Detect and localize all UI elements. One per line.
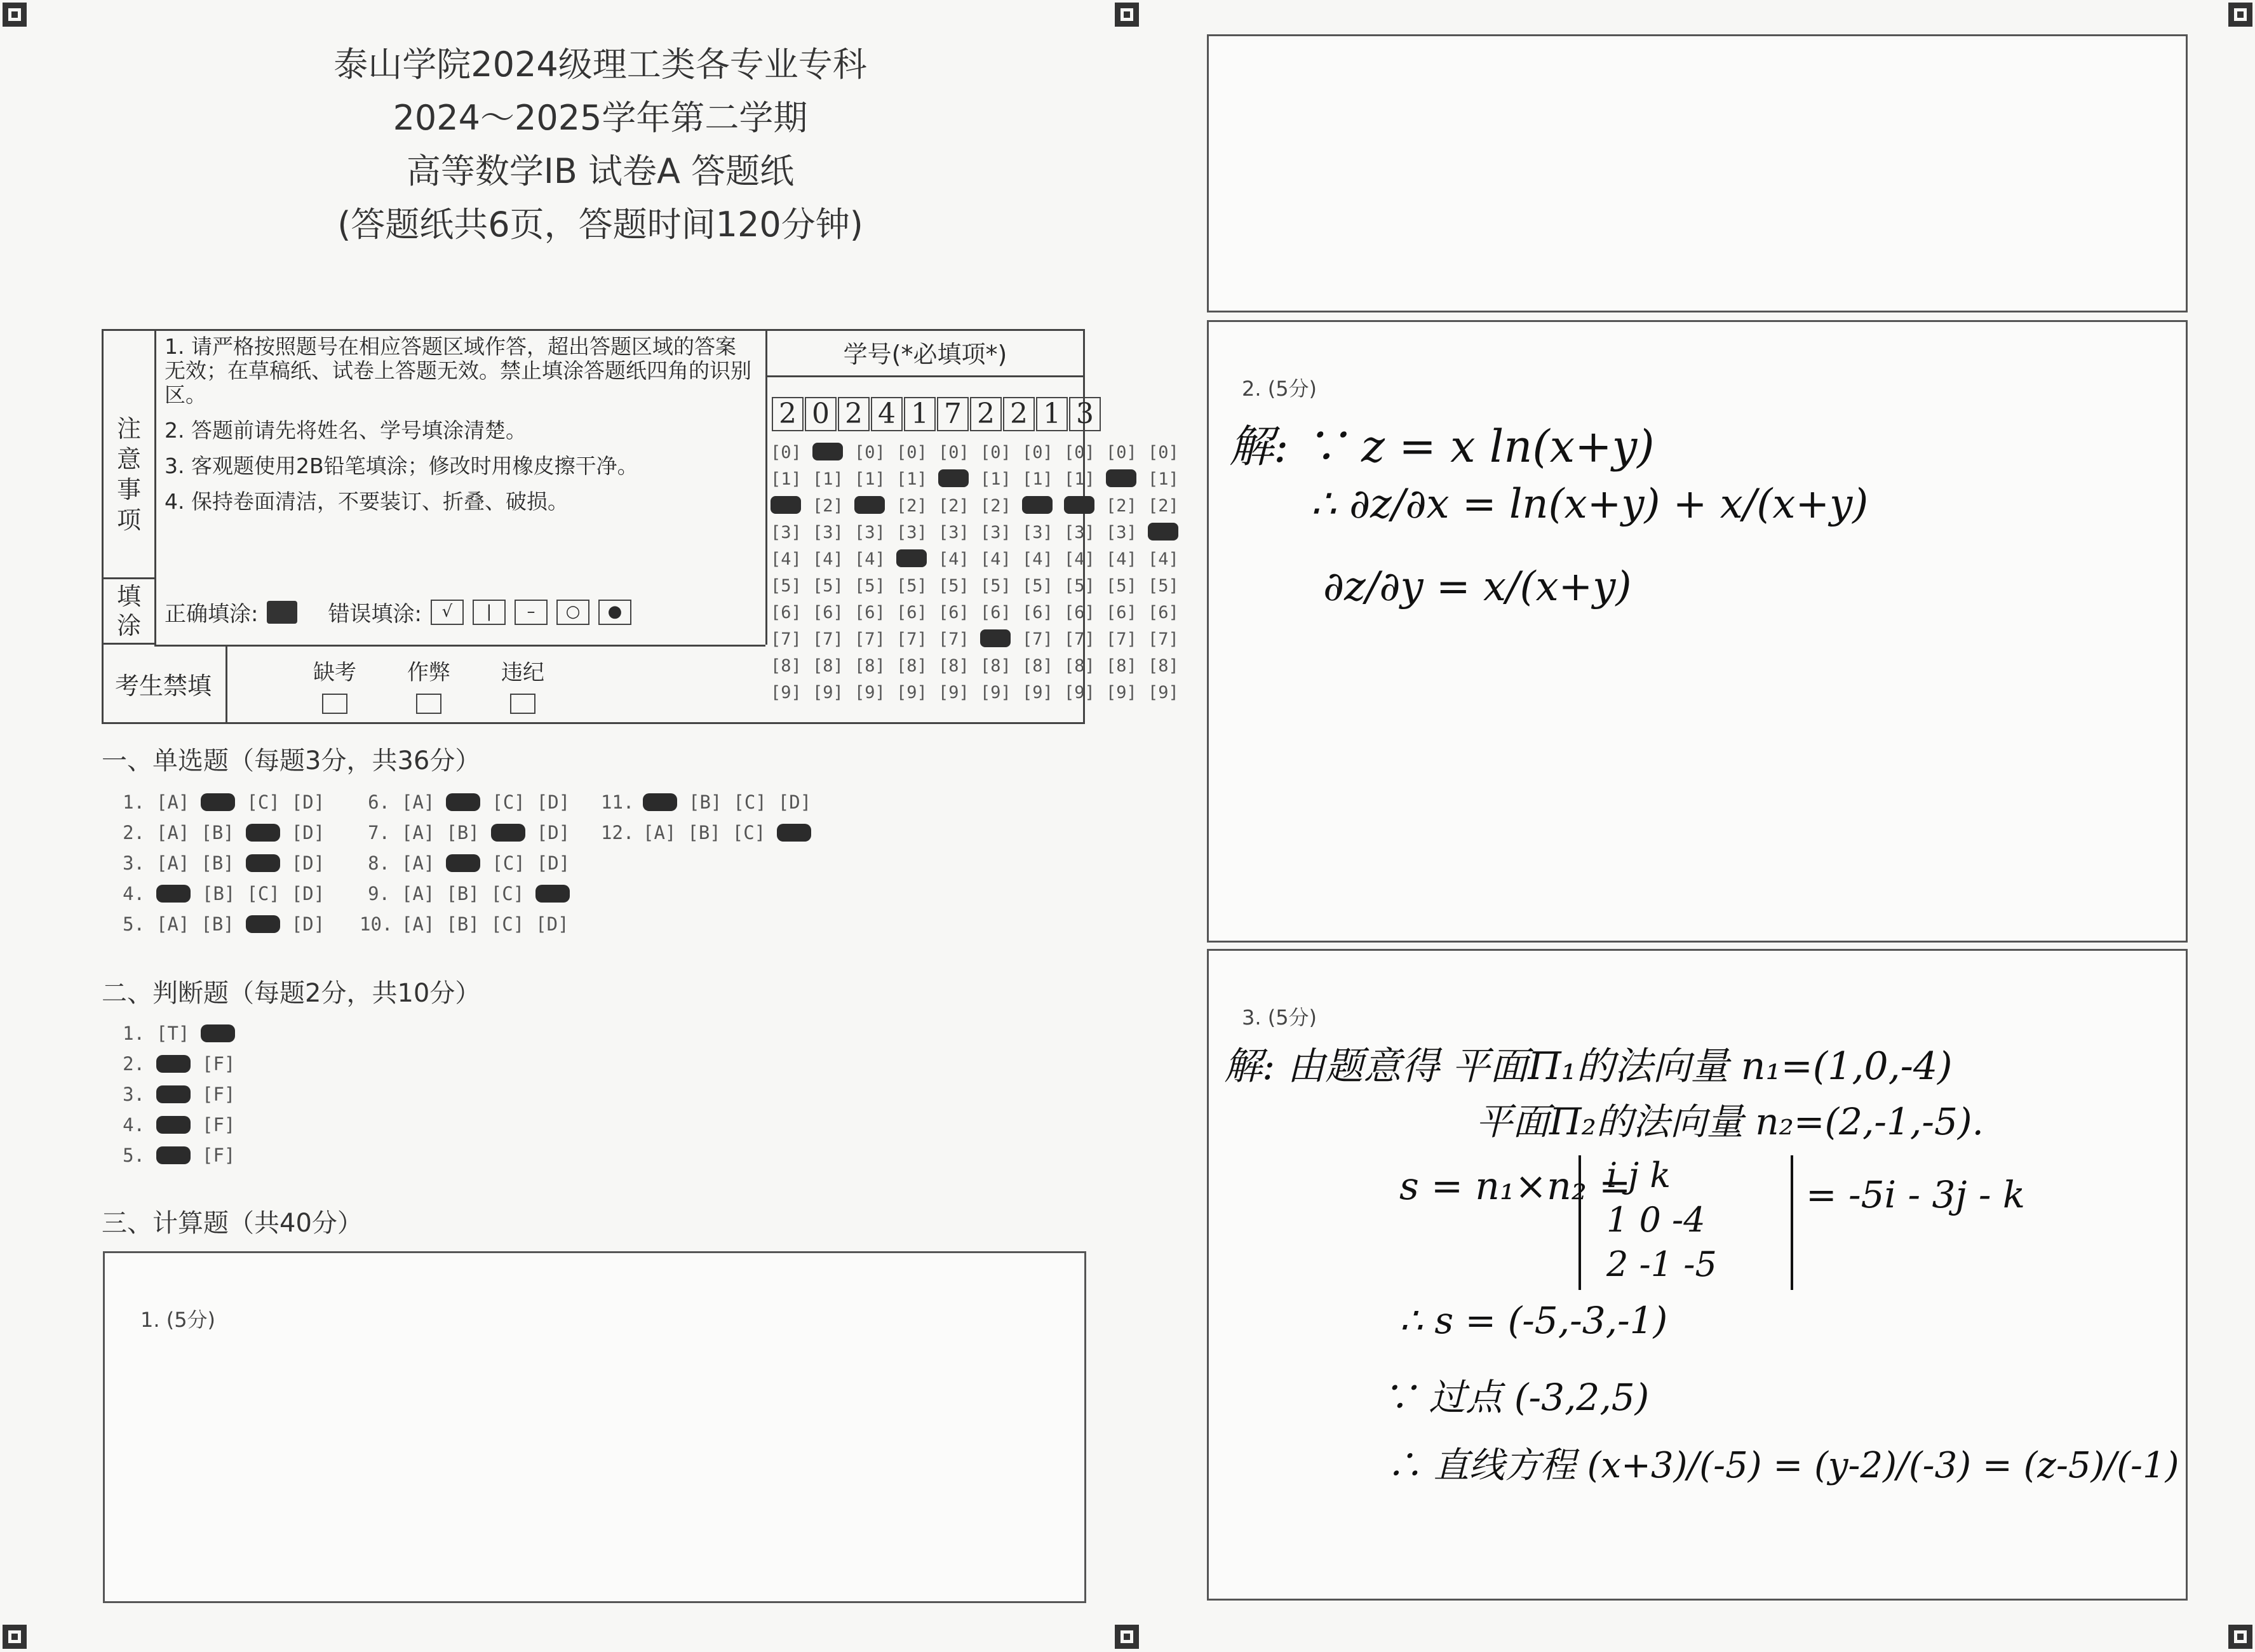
answer-q3-label: 3. (5分) <box>1242 1005 1317 1030</box>
option-bubble[interactable]: [B] <box>689 791 722 813</box>
bubble-filled[interactable] <box>771 496 812 516</box>
corner-marker-top-left <box>3 3 27 27</box>
corner-marker-top-right <box>2228 3 2252 27</box>
bubble-filled[interactable] <box>1022 496 1064 516</box>
single-choice-question <box>114 913 325 935</box>
bubble[interactable]: [1] <box>1148 469 1179 489</box>
bubble[interactable]: [3] <box>1022 522 1053 542</box>
student-id-digit: 7 <box>937 397 969 431</box>
student-id-digit: 3 <box>1069 397 1101 431</box>
question-number: 5. <box>123 1145 145 1166</box>
option-bubble-filled[interactable] <box>446 854 480 872</box>
option-bubble[interactable]: [D] <box>291 822 325 843</box>
bubble[interactable]: [6] <box>896 602 927 622</box>
option-bubble[interactable]: [C] <box>246 791 280 813</box>
bubble-filled[interactable] <box>1148 523 1190 542</box>
bubble[interactable]: [5] <box>1064 575 1095 596</box>
q3-line-cross-result: = -5i - 3j - k <box>1806 1173 2026 1216</box>
option-bubble[interactable]: [A] <box>401 822 435 843</box>
option-bubble[interactable]: [F] <box>202 1145 236 1166</box>
corner-marker-bottom-middle <box>1115 1625 1139 1649</box>
option-bubble[interactable]: [A] <box>643 822 676 843</box>
bubble-filled[interactable] <box>812 443 854 462</box>
option-bubble[interactable]: [D] <box>536 822 570 843</box>
bubble[interactable]: [9] <box>1064 682 1095 702</box>
option-bubble-filled[interactable] <box>156 1085 191 1103</box>
question-number: 3. <box>123 852 145 874</box>
option-bubble-filled[interactable] <box>156 885 191 903</box>
header-line-3: 高等数学IB 试卷A 答题纸 <box>406 151 795 191</box>
bubble[interactable]: [7] <box>771 629 802 649</box>
bubble[interactable]: [0] <box>980 442 1011 462</box>
option-bubble[interactable]: [D] <box>291 852 325 874</box>
corner-marker-bottom-left <box>3 1625 27 1649</box>
header-line-4: (答题纸共6页，答题时间120分钟) <box>337 205 863 245</box>
answer-box-continued[interactable] <box>1207 34 2188 312</box>
q3-line-s: ∴ s = (-5,-3,-1) <box>1399 1299 1668 1342</box>
forbidden-cheat-label: 作弊 <box>407 660 450 685</box>
bubble[interactable]: [4] <box>1148 549 1179 569</box>
question-number: 1. <box>123 1023 145 1044</box>
q3-line-3: s = n₁×n₂ = <box>1399 1164 1631 1209</box>
q3-det-row-3: 2 -1 -5 <box>1606 1244 1717 1284</box>
bubble[interactable]: [1] <box>854 469 885 489</box>
bubble[interactable]: [4] <box>854 549 885 569</box>
answer-box-q1[interactable] <box>103 1251 1086 1603</box>
corner-marker-bottom-right <box>2228 1625 2252 1649</box>
question-number: 2. <box>123 822 145 843</box>
bubble-filled[interactable] <box>1106 469 1148 489</box>
bubble[interactable]: [1] <box>896 469 927 489</box>
bubble-row <box>771 679 1190 706</box>
true-false-title: 二、判断题（每题2分，共10分） <box>102 979 481 1008</box>
bubble[interactable]: [4] <box>1106 549 1137 569</box>
bubble[interactable]: [5] <box>1148 575 1179 596</box>
option-bubble-filled[interactable] <box>156 1116 191 1134</box>
q3-det-row-2: 1 0 -4 <box>1606 1200 1706 1240</box>
forbidden-cheat-checkbox[interactable] <box>416 694 441 714</box>
forbidden-items <box>313 655 544 714</box>
wrong-fill-dot: ● <box>598 600 631 625</box>
bubble[interactable]: [5] <box>938 575 969 596</box>
option-bubble[interactable]: [A] <box>156 852 190 874</box>
option-bubble[interactable]: [D] <box>777 791 812 813</box>
student-id-bubble-grid <box>771 439 1190 706</box>
single-choice-question <box>114 791 325 813</box>
bubble-filled[interactable] <box>938 469 980 489</box>
bubble[interactable]: [2] <box>812 495 844 516</box>
bubble[interactable]: [9] <box>1022 682 1053 702</box>
option-bubble[interactable]: [F] <box>202 1114 236 1136</box>
calculation-title: 三、计算题（共40分） <box>102 1209 363 1238</box>
single-choice-question <box>360 852 570 874</box>
q3-determinant <box>1578 1155 1793 1290</box>
bubble[interactable]: [7] <box>938 629 969 649</box>
question-number: 1. <box>123 791 145 813</box>
question-number: 4. <box>123 1114 145 1136</box>
bubble-row <box>771 519 1190 546</box>
bubble[interactable]: [9] <box>812 682 844 702</box>
bubble[interactable]: [2] <box>980 495 1011 516</box>
option-bubble[interactable]: [D] <box>536 791 570 813</box>
bubble[interactable]: [6] <box>812 602 844 622</box>
bubble[interactable]: [0] <box>1064 442 1095 462</box>
question-number: 4. <box>123 883 145 904</box>
bubble-row <box>771 572 1190 599</box>
bubble[interactable]: [9] <box>854 682 885 702</box>
bubble[interactable]: [6] <box>1022 602 1053 622</box>
option-bubble[interactable]: [D] <box>536 852 570 874</box>
forbidden-violation-checkbox[interactable] <box>510 694 535 714</box>
option-bubble[interactable]: [B] <box>201 822 234 843</box>
student-id-digit: 2 <box>1003 397 1035 431</box>
option-bubble[interactable]: [A] <box>401 852 435 874</box>
question-number: 10. <box>360 913 393 935</box>
question-number: 7. <box>368 822 390 843</box>
info-box <box>102 329 1179 724</box>
bubble[interactable]: [0] <box>1106 442 1137 462</box>
single-choice-question <box>114 852 325 874</box>
option-bubble[interactable]: [A] <box>156 822 190 843</box>
true-false-question <box>114 1053 235 1075</box>
option-bubble[interactable]: [C] <box>490 913 525 935</box>
forbidden-absent-checkbox[interactable] <box>322 694 347 714</box>
bubble[interactable]: [2] <box>896 495 927 516</box>
option-bubble-filled[interactable] <box>777 824 811 842</box>
wrong-fill-label: 错误填涂: <box>328 601 422 627</box>
forbidden-absent <box>313 655 356 714</box>
question-number: 11. <box>601 791 635 813</box>
question-number: 9. <box>368 883 390 904</box>
option-bubble[interactable]: [D] <box>291 791 325 813</box>
bubble-row <box>771 492 1190 519</box>
bubble[interactable]: [5] <box>896 575 927 596</box>
bubble[interactable]: [6] <box>1148 602 1179 622</box>
fill-example-row <box>165 596 631 628</box>
answer-box-q3[interactable] <box>1207 949 2188 1601</box>
divider <box>765 331 767 645</box>
q2-line-2: ∴ ∂z/∂x = ln(x+y) + x/(x+y) <box>1310 481 1869 528</box>
notice-item: 4. 保持卷面清洁，不要装订、折叠、破损。 <box>165 489 569 514</box>
bubble[interactable]: [6] <box>854 602 885 622</box>
bubble[interactable]: [7] <box>1064 629 1095 649</box>
single-choice-question <box>360 791 570 813</box>
corner-marker-top-middle <box>1115 3 1139 27</box>
bubble[interactable]: [6] <box>771 602 802 622</box>
correct-fill-sample <box>267 601 297 624</box>
option-bubble[interactable]: [A] <box>156 913 190 935</box>
forbidden-absent-label: 缺考 <box>313 660 356 685</box>
bubble[interactable]: [6] <box>938 602 969 622</box>
bubble[interactable]: [5] <box>771 575 802 596</box>
bubble[interactable]: [4] <box>812 549 844 569</box>
bubble[interactable]: [2] <box>938 495 969 516</box>
option-bubble[interactable]: [D] <box>535 913 569 935</box>
bubble-filled[interactable] <box>896 549 938 569</box>
single-choice-question <box>601 822 811 843</box>
bubble[interactable]: [8] <box>1022 655 1053 676</box>
bubble-row <box>771 466 1190 492</box>
bubble[interactable]: [3] <box>896 522 927 542</box>
bubble[interactable]: [8] <box>1064 655 1095 676</box>
q3-line-equation: ∴ 直线方程 (x+3)/(-5) = (y-2)/(-3) = (z-5)/(-1) <box>1387 1445 2179 1486</box>
bubble[interactable]: [6] <box>1106 602 1137 622</box>
option-bubble[interactable]: [B] <box>446 822 480 843</box>
divider <box>226 645 227 722</box>
student-id-digit: 4 <box>871 397 903 431</box>
bubble[interactable]: [9] <box>938 682 969 702</box>
bubble[interactable]: [5] <box>812 575 844 596</box>
bubble[interactable]: [8] <box>980 655 1011 676</box>
option-bubble[interactable]: [B] <box>201 913 234 935</box>
option-bubble[interactable]: [B] <box>201 852 234 874</box>
q2-line-1: 解: ∵ z = x ln(x+y) <box>1229 420 1655 473</box>
q3-line-1: 解: 由题意得 平面Π₁的法向量 n₁=(1,0,-4) <box>1224 1044 1953 1089</box>
option-bubble[interactable]: [F] <box>202 1084 236 1105</box>
student-id-digit: 1 <box>1036 397 1068 431</box>
question-number: 2. <box>123 1053 145 1075</box>
bubble[interactable]: [8] <box>812 655 844 676</box>
option-bubble[interactable]: [C] <box>490 883 525 904</box>
notice-title: 注意事项 <box>116 415 141 534</box>
bubble[interactable]: [2] <box>1106 495 1137 516</box>
bubble[interactable]: [9] <box>980 682 1011 702</box>
q2-line-3: ∂z/∂y = x/(x+y) <box>1323 563 1632 610</box>
option-bubble[interactable]: [D] <box>291 913 325 935</box>
bubble[interactable]: [7] <box>1148 629 1179 649</box>
wrong-fill-bar: | <box>473 600 506 625</box>
bubble[interactable]: [1] <box>1022 469 1053 489</box>
bubble[interactable]: [9] <box>1106 682 1137 702</box>
single-choice-question <box>360 913 569 935</box>
bubble[interactable]: [1] <box>812 469 844 489</box>
wrong-fill-circle: ○ <box>556 600 589 625</box>
notice-item: 2. 答题前请先将姓名、学号填涂清楚。 <box>165 418 527 443</box>
bubble[interactable]: [4] <box>938 549 969 569</box>
option-bubble-filled[interactable] <box>643 793 677 811</box>
option-bubble-filled[interactable] <box>446 793 480 811</box>
single-choice-question <box>360 883 570 904</box>
bubble[interactable]: [2] <box>1148 495 1179 516</box>
single-choice-question <box>114 883 325 904</box>
student-id-title: 学号(*必填项*) <box>843 340 1007 368</box>
single-choice-question <box>114 822 325 843</box>
correct-fill-label: 正确填涂: <box>165 601 259 627</box>
bubble[interactable]: [0] <box>1148 442 1179 462</box>
bubble[interactable]: [3] <box>938 522 969 542</box>
answer-q1-label: 1. (5分) <box>140 1308 216 1332</box>
bubble-row <box>771 439 1190 466</box>
option-bubble-filled[interactable] <box>156 1055 191 1073</box>
forbidden-cheat <box>407 655 450 714</box>
option-bubble[interactable]: [C] <box>732 822 766 843</box>
header-line-1: 泰山学院2024级理工类各专业专科 <box>333 44 867 84</box>
option-bubble[interactable]: [D] <box>291 883 325 904</box>
option-bubble[interactable]: [B] <box>446 913 480 935</box>
bubble-filled[interactable] <box>980 629 1022 649</box>
bubble[interactable]: [8] <box>938 655 969 676</box>
question-number: 3. <box>123 1084 145 1105</box>
answer-box-q2[interactable] <box>1207 320 2188 943</box>
option-bubble[interactable]: [F] <box>202 1053 236 1075</box>
header-line-2: 2024～2025学年第二学期 <box>393 98 808 138</box>
bubble[interactable]: [1] <box>1064 469 1095 489</box>
bubble[interactable]: [7] <box>854 629 885 649</box>
fill-column <box>104 579 156 645</box>
bubble[interactable]: [7] <box>896 629 927 649</box>
bubble[interactable]: [3] <box>1106 522 1137 542</box>
bubble-filled[interactable] <box>1064 496 1106 516</box>
bubble-filled[interactable] <box>854 496 896 516</box>
option-bubble[interactable]: [B] <box>446 883 480 904</box>
option-bubble[interactable]: [A] <box>156 791 190 813</box>
notice-item: 1. 请严格按照题号在相应答题区域作答，超出答题区域的答案无效；在草稿纸、试卷上答题无效。禁止填涂答题纸四角的识别区。 <box>165 334 751 407</box>
student-id-digits <box>772 397 1102 431</box>
divider <box>767 375 1083 377</box>
bubble-row <box>771 599 1190 626</box>
bubble[interactable]: [6] <box>980 602 1011 622</box>
bubble[interactable]: [8] <box>896 655 927 676</box>
bubble-row <box>771 626 1190 652</box>
bubble[interactable]: [7] <box>812 629 844 649</box>
bubble[interactable]: [9] <box>896 682 927 702</box>
bubble[interactable]: [7] <box>1106 629 1137 649</box>
fill-title: 填涂 <box>116 582 141 640</box>
bubble[interactable]: [6] <box>1064 602 1095 622</box>
option-bubble-filled[interactable] <box>201 793 235 811</box>
option-bubble[interactable]: [C] <box>492 791 525 813</box>
bubble[interactable]: [0] <box>1022 442 1053 462</box>
option-bubble-filled[interactable] <box>156 1146 191 1164</box>
student-id-digit: 2 <box>772 397 804 431</box>
bubble[interactable]: [8] <box>771 655 802 676</box>
true-false-question <box>114 1145 235 1166</box>
question-number: 5. <box>123 913 145 935</box>
q3-det-row-1: i j k <box>1606 1155 1671 1195</box>
question-number: 6. <box>368 791 390 813</box>
option-bubble-filled[interactable] <box>246 915 280 933</box>
option-bubble-filled[interactable] <box>535 885 570 903</box>
single-choice-question <box>601 791 811 813</box>
forbidden-violation-label: 违纪 <box>501 660 544 685</box>
bubble[interactable]: [4] <box>771 549 802 569</box>
bubble[interactable]: [1] <box>980 469 1011 489</box>
option-bubble[interactable]: [C] <box>492 852 525 874</box>
bubble[interactable]: [0] <box>771 442 802 462</box>
single-choice-question <box>360 822 570 843</box>
question-number: 8. <box>368 852 390 874</box>
bubble[interactable]: [0] <box>854 442 885 462</box>
bubble[interactable]: [3] <box>771 522 802 542</box>
bubble[interactable]: [5] <box>1106 575 1137 596</box>
wrong-fill-dash: – <box>515 600 548 625</box>
bubble[interactable]: [5] <box>854 575 885 596</box>
option-bubble[interactable]: [C] <box>246 883 280 904</box>
bubble[interactable]: [4] <box>1064 549 1095 569</box>
bubble[interactable]: [3] <box>980 522 1011 542</box>
bubble[interactable]: [4] <box>980 549 1011 569</box>
student-id-digit: 1 <box>904 397 936 431</box>
bubble[interactable]: [5] <box>1022 575 1053 596</box>
notice-item: 3. 客观题使用2B铅笔填涂；修改时用橡皮擦干净。 <box>165 453 638 478</box>
option-bubble[interactable]: [A] <box>401 913 435 935</box>
option-bubble[interactable]: [B] <box>687 822 721 843</box>
bubble[interactable]: [4] <box>1022 549 1053 569</box>
bubble[interactable]: [3] <box>1064 522 1095 542</box>
bubble[interactable]: [9] <box>1148 682 1179 702</box>
option-bubble[interactable]: [A] <box>401 883 435 904</box>
bubble[interactable]: [3] <box>812 522 844 542</box>
notice-list <box>165 335 755 525</box>
bubble[interactable]: [7] <box>1022 629 1053 649</box>
bubble-row <box>771 546 1190 572</box>
option-bubble-filled[interactable] <box>246 854 280 872</box>
bubble-row <box>771 652 1190 679</box>
bubble[interactable]: [9] <box>771 682 802 702</box>
page-header <box>267 38 934 252</box>
option-bubble-filled[interactable] <box>201 1024 235 1042</box>
divider <box>154 645 765 647</box>
bubble[interactable]: [0] <box>896 442 927 462</box>
q3-line-point: ∵ 过点 (-3,2,5) <box>1380 1376 1650 1419</box>
bubble[interactable]: [8] <box>854 655 885 676</box>
q3-line-2: 平面Π₂的法向量 n₂=(2,-1,-5). <box>1476 1100 1984 1143</box>
option-bubble-filled[interactable] <box>246 824 280 842</box>
question-number: 12. <box>601 822 635 843</box>
option-bubble[interactable]: [A] <box>401 791 435 813</box>
student-id-digit: 2 <box>970 397 1002 431</box>
forbidden-title: 考生禁填 <box>115 672 212 700</box>
notice-column <box>104 331 156 579</box>
option-bubble[interactable]: [B] <box>202 883 236 904</box>
option-bubble[interactable]: [C] <box>733 791 767 813</box>
student-id-digit: 0 <box>805 397 837 431</box>
option-bubble-filled[interactable] <box>491 824 525 842</box>
bubble[interactable]: [3] <box>854 522 885 542</box>
bubble[interactable]: [0] <box>938 442 969 462</box>
single-choice-title: 一、单选题（每题3分，共36分） <box>102 746 481 776</box>
student-id-digit: 2 <box>838 397 870 431</box>
bubble[interactable]: [1] <box>771 469 802 489</box>
true-false-question <box>114 1023 235 1044</box>
bubble[interactable]: [8] <box>1148 655 1179 676</box>
bubble[interactable]: [8] <box>1106 655 1137 676</box>
true-false-question <box>114 1114 235 1136</box>
answer-q2-label: 2. (5分) <box>1242 377 1317 401</box>
true-false-question <box>114 1084 235 1105</box>
bubble[interactable]: [5] <box>980 575 1011 596</box>
forbidden-violation <box>501 655 544 714</box>
wrong-fill-check: √ <box>431 600 464 625</box>
option-bubble[interactable]: [T] <box>156 1023 190 1044</box>
